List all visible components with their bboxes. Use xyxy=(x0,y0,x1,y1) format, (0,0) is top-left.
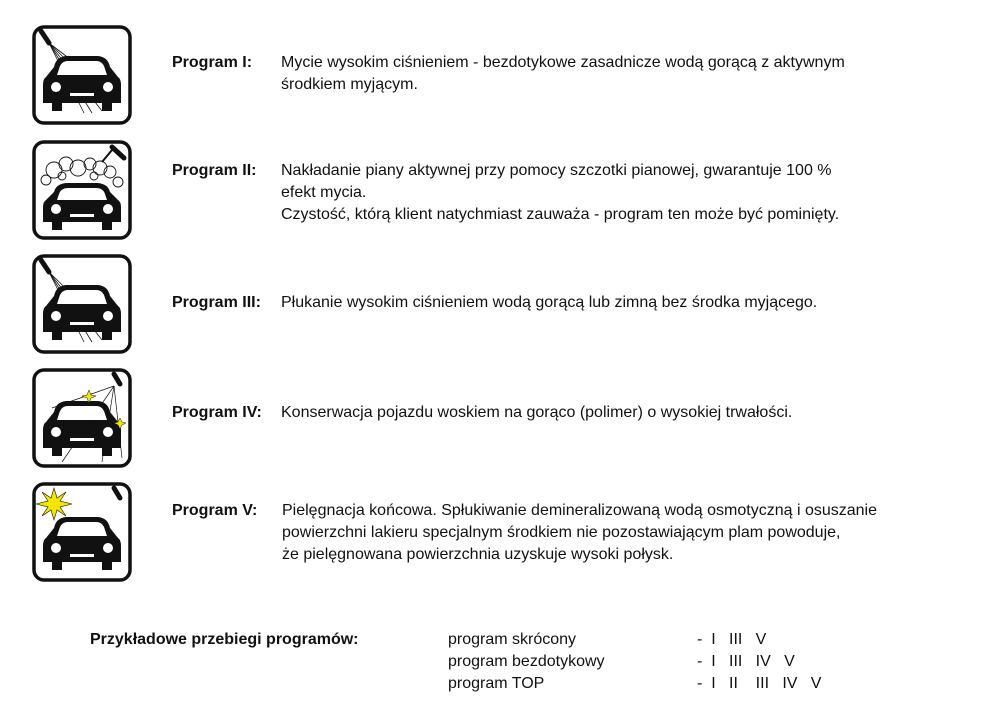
program-description xyxy=(281,52,845,96)
description-line: Czystość, którą klient natychmiast zauważa - program ten może być pominięty. xyxy=(281,206,840,223)
description-line: powierzchni lakieru specjalnym środkiem nie pozostawiającym plam powoduje, xyxy=(282,524,841,541)
description-line: efekt mycia. xyxy=(281,184,367,201)
program-name: Program II: xyxy=(172,162,257,179)
description-line: Mycie wysokim ciśnieniem - bezdotykowe zasadnicze wodą gorącą z aktywnym xyxy=(281,54,845,71)
car-foam-brush-icon xyxy=(32,140,132,240)
examples-title: Przykładowe przebiegi programów: xyxy=(90,631,359,648)
example-name: program TOP xyxy=(448,675,545,692)
description-line: Konserwacja pojazdu woskiem na gorąco (polimer) o wysokiej trwałości. xyxy=(281,404,793,421)
program-name: Program V: xyxy=(172,502,258,519)
example-name: program bezdotykowy xyxy=(448,653,605,670)
example-sequence: - I III IV V xyxy=(697,653,795,670)
program-description xyxy=(281,292,817,314)
example-sequence: - I III V xyxy=(697,631,767,648)
car-pressure-wash-icon xyxy=(32,25,132,125)
description-line: Pielęgnacja końcowa. Spłukiwanie demineralizowaną wodą osmotyczną i osuszanie xyxy=(282,502,877,519)
car-rinse-icon xyxy=(32,254,132,354)
program-description xyxy=(281,160,839,226)
description-line: środkiem myjącym. xyxy=(281,76,418,93)
example-sequence: - I II III IV V xyxy=(697,675,822,692)
example-name: program skrócony xyxy=(448,631,577,648)
car-shine-icon xyxy=(32,482,132,582)
description-line: Płukanie wysokim ciśnieniem wodą gorącą lub zimną bez środka myjącego. xyxy=(281,294,818,311)
description-line: Nakładanie piany aktywnej przy pomocy szczotki pianowej, gwarantuje 100 % xyxy=(281,162,832,179)
car-wax-icon xyxy=(32,368,132,468)
description-line: że pielęgnowana powierzchnia uzyskuje wysoki połysk. xyxy=(282,546,674,563)
program-name: Program III: xyxy=(172,294,261,311)
program-name: Program IV: xyxy=(172,404,262,421)
program-description xyxy=(282,500,877,566)
program-name: Program I: xyxy=(172,54,253,71)
program-description xyxy=(281,402,792,424)
